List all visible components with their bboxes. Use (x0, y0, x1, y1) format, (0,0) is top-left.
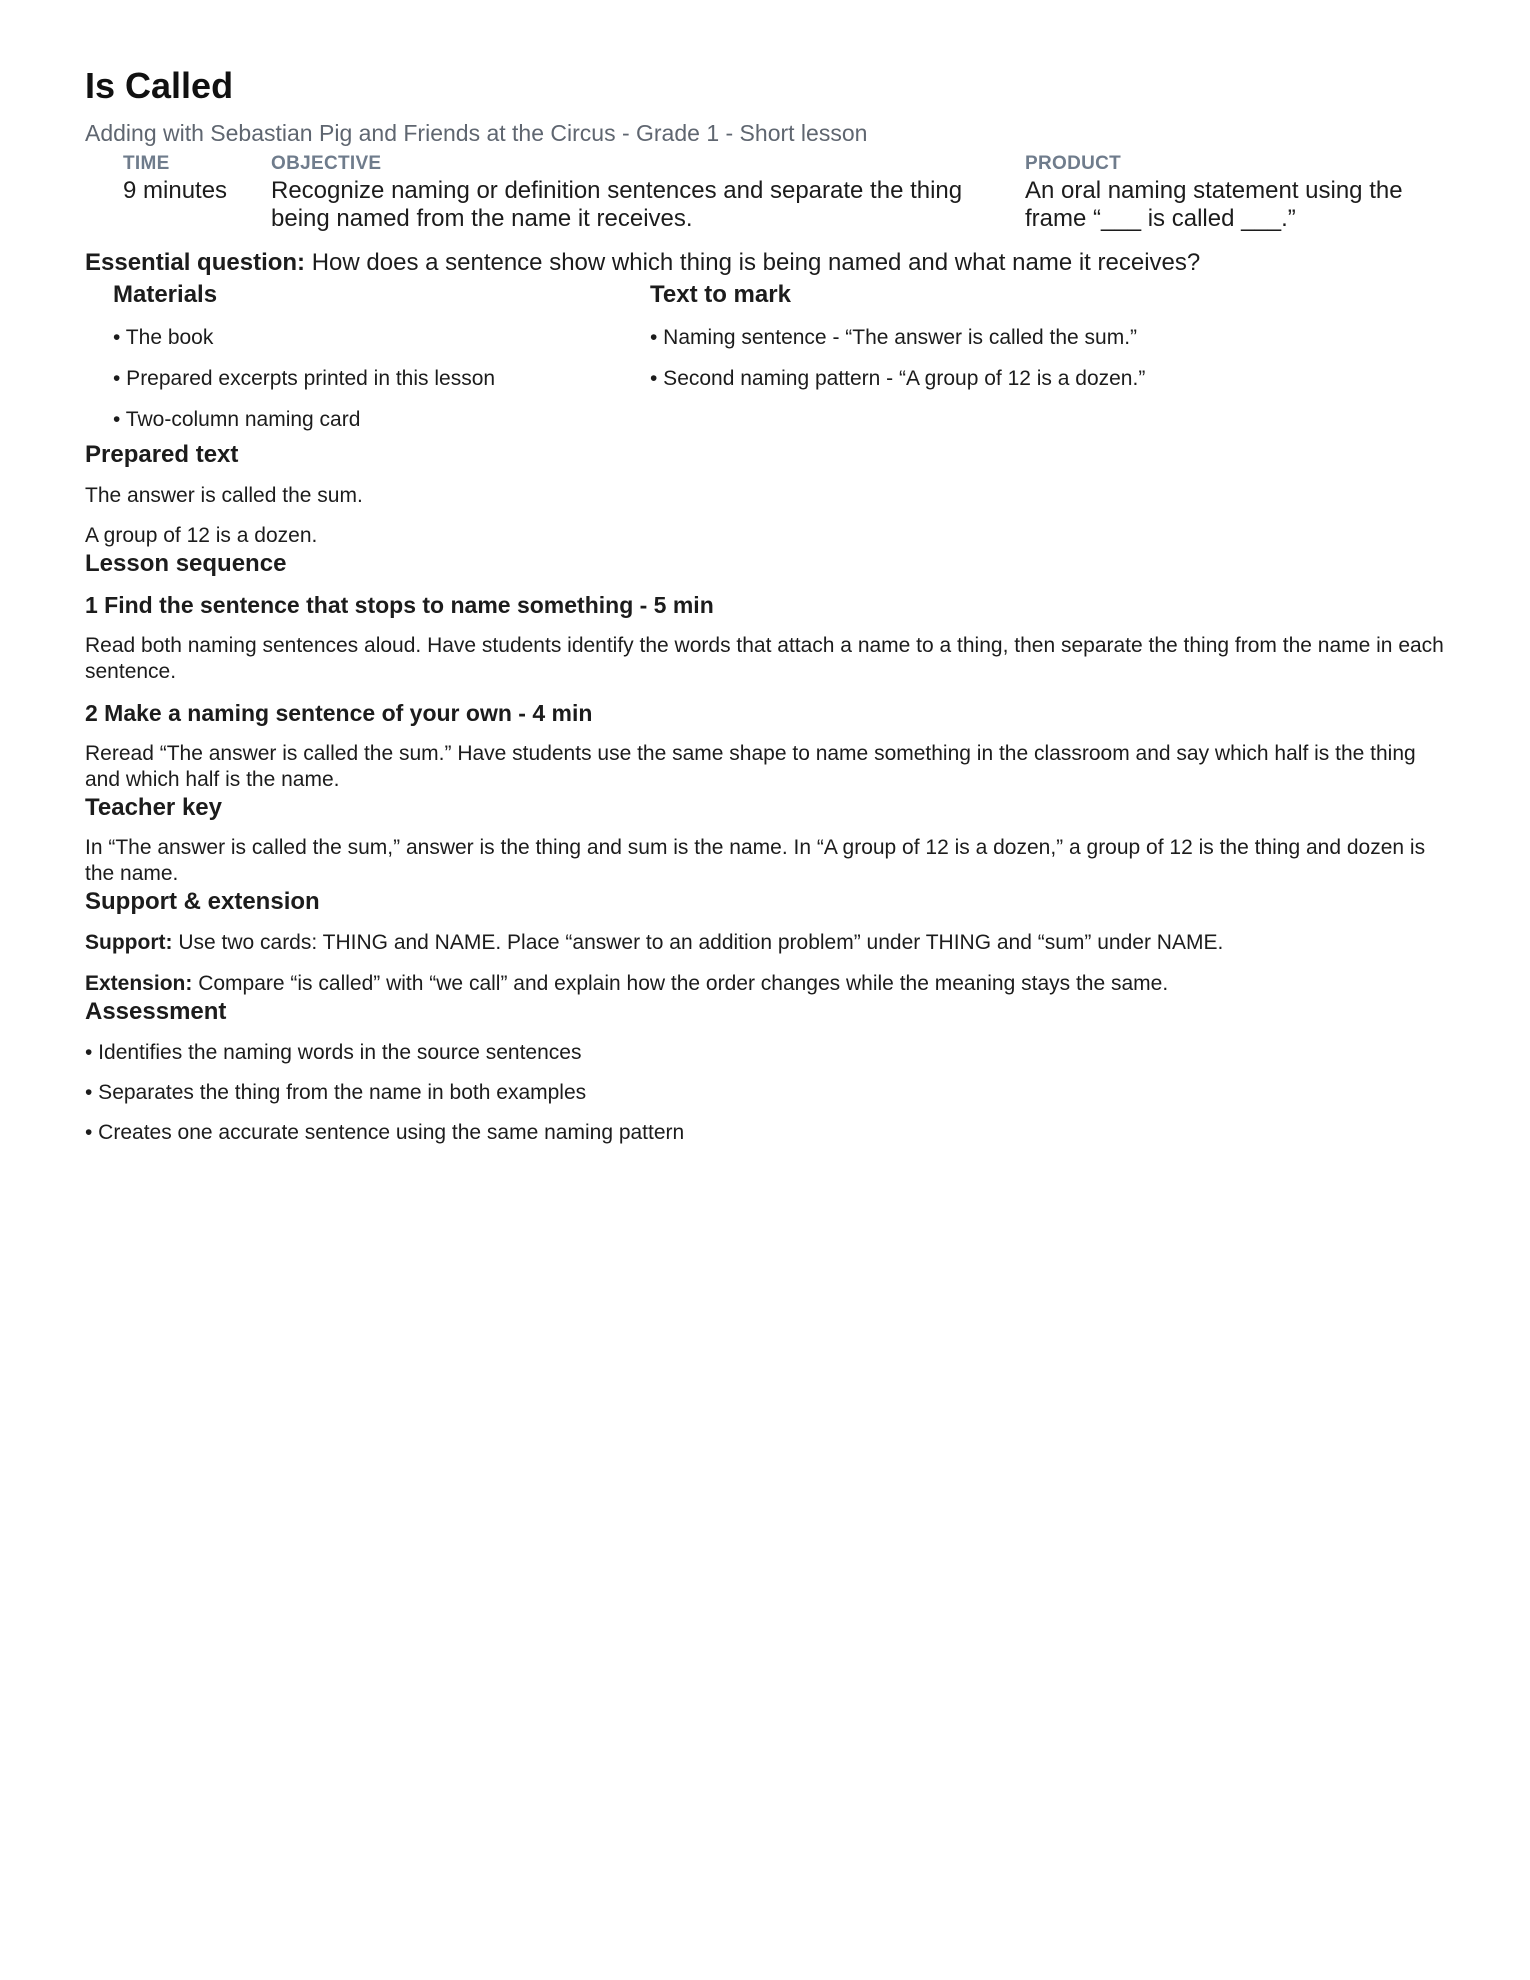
objective-value: Recognize naming or definition sentences and separate the thing being named from the name it receives. (271, 177, 963, 232)
assessment-heading: Assessment (85, 998, 227, 1025)
essential-question-label: Essential question: (85, 249, 306, 276)
extension-text: Compare “is called” with “we call” and explain how the order changes while the meaning stays the same. (192, 972, 1169, 995)
prepared-line: The answer is called the sum. (85, 484, 363, 507)
step-title: 1 Find the sentence that stops to name something - 5 min (85, 592, 714, 618)
prepared-line: A group of 12 is a dozen. (85, 524, 318, 547)
time-label: TIME (123, 153, 170, 174)
list-item: • Prepared excerpts printed in this lesson (113, 367, 496, 390)
page-title: Is Called (85, 65, 234, 106)
objective-label: OBJECTIVE (271, 153, 382, 174)
extension-label: Extension: (85, 972, 193, 995)
support-extension-section (85, 887, 1445, 997)
list-item: • Identifies the naming words in the source sentences (85, 1041, 582, 1064)
materials-section (113, 280, 633, 433)
meta-time (123, 152, 253, 205)
step-title: 2 Make a naming sentence of your own - 4 min (85, 700, 593, 726)
support-line (85, 930, 1445, 956)
support-text: Use two cards: THING and NAME. Place “answer to an addition problem” under THING and “sum” under NAME. (172, 931, 1224, 954)
list-item: • Naming sentence - “The answer is called the sum.” (650, 326, 1138, 349)
meta-product (1025, 152, 1425, 233)
materials-and-text (85, 280, 1445, 440)
step-body: Reread “The answer is called the sum.” Have students use the same shape to name something in the classroom and say which half is the thing and which half is the name. (85, 742, 1416, 791)
text-to-mark-section (650, 280, 1440, 392)
teacher-key-heading: Teacher key (85, 794, 222, 821)
assessment-section (85, 997, 1445, 1146)
list-item: • Creates one accurate sentence using the same naming pattern (85, 1121, 685, 1144)
product-value: An oral naming statement using the frame “___ is called ___.” (1025, 177, 1403, 232)
materials-heading: Materials (113, 281, 218, 308)
lesson-page (85, 62, 1445, 1146)
lesson-meta (85, 152, 1445, 238)
time-value: 9 minutes (123, 177, 228, 204)
page-subtitle: Adding with Sebastian Pig and Friends at the Circus - Grade 1 - Short lesson (85, 120, 868, 146)
list-item: • Separates the thing from the name in both examples (85, 1081, 587, 1104)
list-item: • The book (113, 326, 214, 349)
list-item: • Two-column naming card (113, 408, 361, 431)
extension-line (85, 971, 1445, 997)
support-label: Support: (85, 931, 173, 954)
meta-objective (271, 152, 1011, 233)
text-to-mark-heading: Text to mark (650, 281, 791, 308)
prepared-text-section (85, 440, 1445, 549)
support-extension-heading: Support & extension (85, 888, 320, 915)
product-label: PRODUCT (1025, 153, 1122, 174)
lesson-sequence-heading: Lesson sequence (85, 550, 287, 577)
lesson-sequence-section (85, 549, 1445, 793)
essential-question-text: How does a sentence show which thing is being named and what name it receives? (305, 249, 1201, 276)
teacher-key-section (85, 793, 1445, 887)
prepared-text-heading: Prepared text (85, 441, 239, 468)
list-item: • Second naming pattern - “A group of 12 is a dozen.” (650, 367, 1146, 390)
teacher-key-body: In “The answer is called the sum,” answer is the thing and sum is the name. In “A group of 12 is a dozen,” a group of 12 is the thing and dozen is the name. (85, 836, 1426, 885)
essential-question (85, 248, 1445, 278)
step-body: Read both naming sentences aloud. Have students identify the words that attach a name to a thing, then separate the thing from the name in each sentence. (85, 634, 1444, 683)
